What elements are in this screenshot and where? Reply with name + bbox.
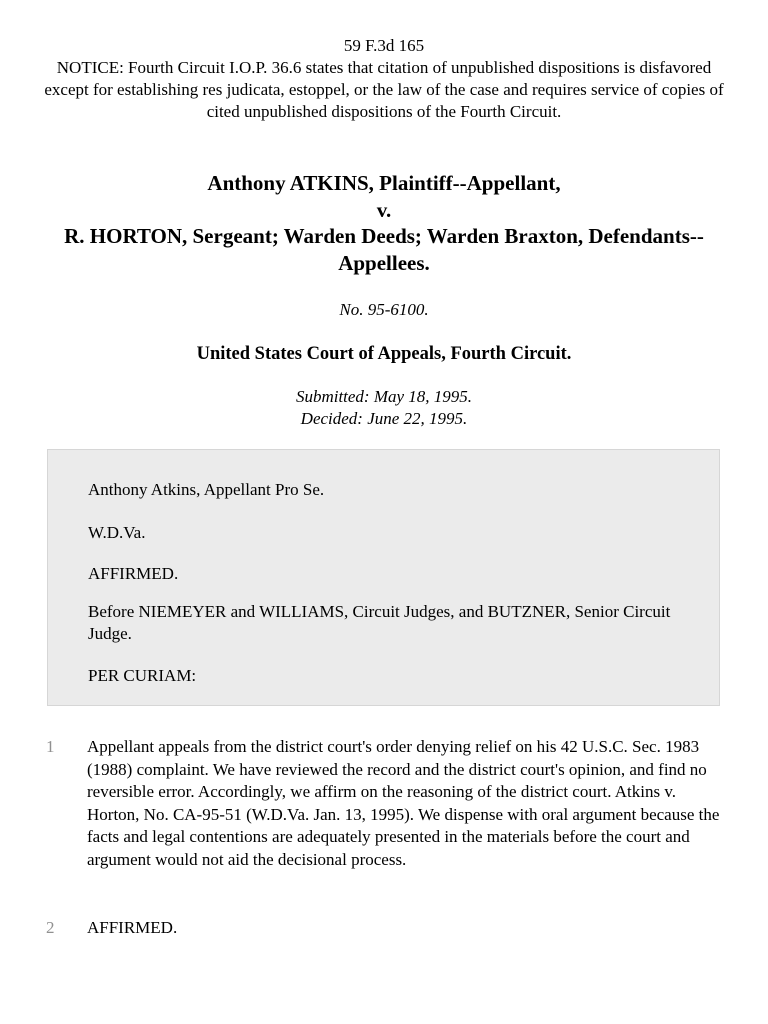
case-info-panel xyxy=(47,449,720,706)
paragraph-number: 1 xyxy=(46,737,55,756)
judges-line: Before NIEMEYER and WILLIAMS, Circuit Judges, and BUTZNER, Senior Circuit Judge. xyxy=(88,602,671,643)
docket-number: No. 95-6100. xyxy=(339,300,429,319)
paragraph-number: 2 xyxy=(46,918,55,937)
disposition-line: AFFIRMED. xyxy=(88,564,179,583)
case-dates xyxy=(40,386,728,430)
defendants-line: R. HORTON, Sergeant; Warden Deeds; Warden Braxton, Defendants--Appellees. xyxy=(64,224,704,275)
counsel-line: Anthony Atkins, Appellant Pro Se. xyxy=(88,480,325,499)
paragraph-text: Appellant appeals from the district court's order denying relief on his 42 U.S.C. Sec. 1983 (1988) complaint. We have reviewed the record and the district court's opinion, and find no reversible error. Accordingly, we affirm on the reasoning of the district court. Atkins v. Horton, No. CA-95-51 (W.D.Va. Jan. 13, 1995). We dispense with oral argument because the facts and legal contentions are adequately presented in the materials before the court and argument would not aid the decisional process. xyxy=(87,737,720,869)
unpublished-notice: NOTICE: Fourth Circuit I.O.P. 36.6 states that citation of unpublished dispositions is disfavored except for establishing res judicata, estoppel, or the law of the case and requires service of copies of cited unpublished dispositions of the Fourth Circuit. xyxy=(44,58,724,121)
versus-line: v. xyxy=(376,197,392,222)
submitted-date: Submitted: May 18, 1995. xyxy=(295,387,473,406)
case-caption xyxy=(40,170,728,276)
decided-date: Decided: June 22, 1995. xyxy=(300,409,468,428)
document-header xyxy=(40,35,728,123)
plaintiff-line: Anthony ATKINS, Plaintiff--Appellant, xyxy=(207,171,561,195)
citation: 59 F.3d 165 xyxy=(343,36,425,55)
per-curiam-line: PER CURIAM: xyxy=(88,666,197,685)
court-name: United States Court of Appeals, Fourth Circuit. xyxy=(196,344,572,364)
paragraph-text: AFFIRMED. xyxy=(87,918,178,937)
district-line: W.D.Va. xyxy=(88,523,146,542)
